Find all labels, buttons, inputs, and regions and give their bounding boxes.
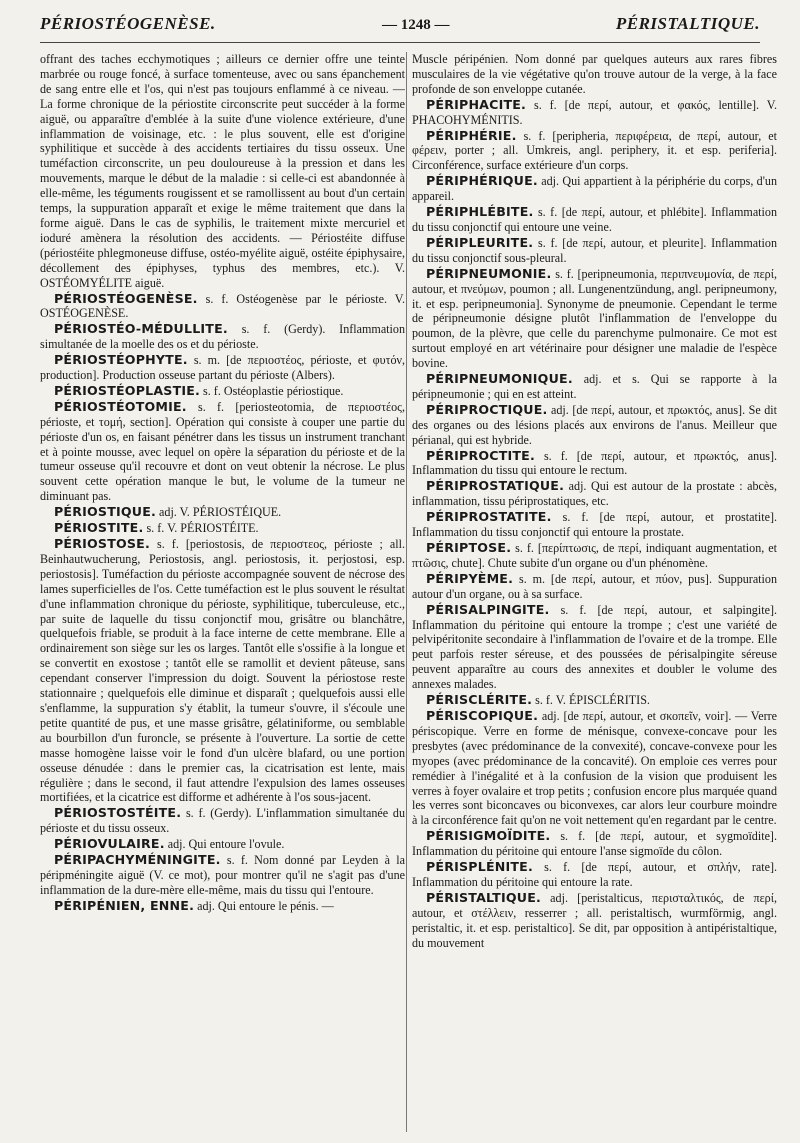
dictionary-entry <box>40 505 405 520</box>
entry-definition: s. f. [periosteotomia, de περιοστέος, périoste, et τομή, section]. Opération qui consiste à couper une partie du périoste d'un os, en faisant pénétrer dans les tissus un instrument tranchant et à pointe mousse, avec lequel on opère la séparation du périoste et de la tumeur osseuse qu'il recouvre et dont on veut obtenir la nécrose. Le plus souvent cette opération manque le but, le volume de la tumeur ne diminuant pas. <box>40 399 405 504</box>
entry-definition: adj. [de περί, autour, et σκοπεῖν, voir]. — Verre périscopique. Verre en forme de ménisque, convexe-concave pour les presbytes (avec prédominance de la convexité), concave-convexe pour les myopes (avec prédominance de la concavité). On emploie ces verres pour remédier à l'inégalité et à la confusion de la vision que produisent les verres à foyer ovalaire et trop petits ; confusion encore plus marquée quand les verres sont biconcaves ou biconvexes, car alors leur courbure moindre à la circonférence fait qu'on ne voit nettement qu'en regardant par le centre. <box>412 708 777 828</box>
dictionary-entry <box>412 572 777 602</box>
dictionary-entry <box>412 236 777 266</box>
entry-definition: s. f. Ostéoplastie périostique. <box>200 383 344 398</box>
dictionary-entry <box>412 479 777 509</box>
entry-headword: PÉRIPHLÉBITE. <box>426 204 534 220</box>
entry-headword: PÉRIOSTÉOPHYTE. <box>54 352 188 368</box>
entry-definition: adj. V. PÉRIOSTÉIQUE. <box>156 505 282 520</box>
entry-definition: adj. Qui est autour de la prostate : abcès, inflammation, tissu périprostatiques, etc. <box>412 479 777 509</box>
dictionary-entry <box>412 510 777 540</box>
entry-headword: PÉRIPHÉRIE. <box>426 127 517 143</box>
entry-headword: PÉRIPROSTATIQUE. <box>426 478 565 494</box>
entry-definition: adj. [peristalticus, περισταλτικός, de περί, autour, et στέλλειν, resserrer ; all. peristaltisch, wurmförmig, angl. peristaltic, it. et esp. peristaltico]. Se dit, par opposition à antipéristaltique, du mouvement <box>412 890 777 950</box>
entry-headword: PÉRIOSTITE. <box>54 520 144 536</box>
entry-definition: s. f. [peripheria, περιφέρεια, de περί, autour, et φέρειν, porter ; all. Umkreis, angl. periphery, it. et esp. periferia]. Circonférence, surface extérieure d'un corps. <box>412 128 777 173</box>
dictionary-entry <box>40 853 405 898</box>
entry-headword: PÉRIPNEUMONIE. <box>426 265 552 281</box>
entry-headword: PÉRIOSTÉOPLASTIE. <box>54 382 201 398</box>
page-header <box>40 14 760 43</box>
entry-headword: PÉRISPLÉNITE. <box>426 859 533 875</box>
dictionary-entry <box>412 603 777 692</box>
dictionary-entry <box>412 372 777 402</box>
running-head-right: PÉRISTALTIQUE. <box>615 14 760 33</box>
entry-definition: s. m. [de περί, autour, et πύον, pus]. Suppuration autour d'un organe, ou à sa surface. <box>412 571 777 601</box>
dictionary-entry <box>412 693 777 708</box>
dictionary-entry <box>40 400 405 504</box>
entry-headword: PÉRIPHÉRIQUE. <box>426 173 538 189</box>
entry-headword: PÉRIOSTÉO-MÉDULLITE. <box>54 321 228 337</box>
entry-definition: s. f. Ostéogenèse par le périoste. V. OSTÉOGENÈSE. <box>40 291 405 321</box>
left-column <box>40 52 405 1134</box>
dictionary-entry <box>412 205 777 235</box>
entry-definition: adj. Qui entoure l'ovule. <box>164 837 285 852</box>
entry-definition: s. f. [de περί, autour, et prostatite]. Inflammation du tissu conjonctif qui entoure la prostate. <box>412 510 777 540</box>
dictionary-entry <box>412 403 777 448</box>
entry-definition: adj. Qui appartient à la périphérie du corps, d'un appareil. <box>412 174 777 204</box>
entry-definition: s. f. [de περί, autour, et sygmoïdite]. Inflammation du péritoine qui entoure l'anse sigmoïde du côlon. <box>412 829 777 859</box>
dictionary-entry <box>40 521 405 536</box>
entry-headword: PÉRISCLÉRITE. <box>426 692 533 708</box>
dictionary-entry <box>412 709 777 828</box>
entry-headword: PÉRIPLEURITE. <box>426 234 534 250</box>
dictionary-entry <box>40 353 405 383</box>
dictionary-entry <box>40 899 405 914</box>
entry-definition: s. f. [de περί, autour, et pleurite]. Inflammation du tissu conjonctif sous-pleural. <box>412 235 777 265</box>
entry-headword: PÉRIPACHYMÉNINGITE. <box>54 852 221 868</box>
entry-definition: s. f. [περίπτωσις, de περί, indiquant augmentation, et πτῶσις, chute]. Chute subite d'un organe ou d'un phénomène. <box>412 541 777 570</box>
dictionary-entry <box>40 52 405 291</box>
entry-definition: adj. [de περί, autour, et πρωκτός, anus]. Se dit des organes ou des lésions placés aux environs de l'anus. Meilleur que périanal, qui est hybride. <box>412 402 777 447</box>
dictionary-entry <box>40 384 405 399</box>
page-number: — 1248 — <box>382 17 450 33</box>
entry-headword: PÉRIOSTOSE. <box>54 536 150 551</box>
entry-headword: PÉRIPÉNIEN, ENNE. <box>54 897 195 913</box>
entry-headword: PÉRIPTOSE. <box>426 540 512 555</box>
entry-definition: s. f. V. ÉPISCLÉRITIS. <box>532 693 650 708</box>
entry-definition: adj. Qui entoure le pénis. — <box>194 898 334 913</box>
entry-headword: PÉRISIGMOÏDITE. <box>426 828 551 844</box>
right-column <box>412 52 777 1134</box>
column-divider <box>406 52 407 1132</box>
dictionary-entry <box>412 860 777 890</box>
entry-definition: s. m. [de περιοστέος, périoste, et φυτόν, production]. Production osseuse partant du périoste (Albers). <box>40 353 405 383</box>
entry-definition: s. f. Nom donné par Leyden à la péripméningite aiguë (V. ce mot), pour montrer qu'il ne s'agit pas d'une inflammation de la dure-mère elle-même, mais du tissu qui l'entoure. <box>40 853 405 897</box>
entry-headword: PÉRIOSTOSTÉITE. <box>54 805 182 821</box>
entry-definition: s. f. (Gerdy). Inflammation simultanée de la moelle des os et du périoste. <box>40 322 405 352</box>
entry-definition: adj. et s. Qui se rapporte à la péripneumonie ; qui en est atteint. <box>412 372 777 401</box>
entry-definition: s. f. [de περί, autour, et φακός, lentille]. V. PHACOHYMÉNITIS. <box>412 97 777 127</box>
dictionary-entry <box>412 267 777 371</box>
dictionary-entry <box>412 52 777 97</box>
entry-definition: offrant des taches ecchymotiques ; ailleurs ce dernier offre une teinte marbrée ou rouge foncé, à surface tomenteuse, avec ou sans épanchement de sang entre elle et l'os, qui n'est pas toujours enflammé à ce niveau. — La forme chronique de la périostite circonscrite peut succéder à la forme aiguë, ou apparaître d'emblée à la suite d'une violence extérieure, d'une inflammation de voisinage, etc. : le plus souvent, elle est d'origine syphilitique et succède à des accidents tertiaires du tissu osseux. Une tuméfaction circonscrite, un peu douloureuse à la pression et dans les mouvements, marque le début de la maladie : si celle-ci est abandonnée à elle-même, les téguments rougissent et se ramollissent au bout d'un certain temps, la suppuration apparaît et exige le même traitement que dans la forme aiguë. Dans le cas de syphilis, le traitement mixte mercuriel et ioduré amènera la résolution des accidents. — Périostéite diffuse (périostéite phlegmoneuse diffuse, ostéo-myélite aiguë, ostéite épiphysaire, décollement des épiphyses, typhus des membres, etc.). V. OSTÉOMYÉLITE aiguë. <box>40 52 405 290</box>
entry-definition: s. f. [de περί, autour, et salpingite]. Inflammation du péritoine qui entoure la trompe ; c'est une variété de pelvipéritonite secondaire à l'inflammation de l'ovaire et de la trompe. Elle peut parfois rester séreuse, et des poussées de périsalpingite séreuse peuvent apparaître au cours des annexites et doubler le volume des annexes malades. <box>412 602 777 692</box>
entry-definition: s. f. V. PÉRIOSTÉITE. <box>143 521 259 536</box>
entry-definition: s. f. [de περί, autour, et πρωκτός, anus]. Inflammation du tissu qui entoure le rectum. <box>412 448 777 478</box>
entry-definition: s. f. [periostosis, de περιοστεος, périoste ; all. Beinhautwucherung, Periostosis, angl. periostosis, it. perjostosi, esp. periostosis]. Tuméfaction du périoste accompagnée souvent de nécrose des lames superficielles de l'os. Cette tuméfaction est le plus souvent le résultat d'une inflammation chronique du périoste, syphilitique, tuberculeuse, etc., par suite de laquelle du tissu conjonctif mou, grisâtre ou blanchâtre, quelquefois friable, se produit à la face interne de cette membrane. Elle a ordinairement son siège sur les os larges. Tantôt elle s'ossifie à la longue et se convertit en exostose ; tantôt elle se ramollit et devient pâteuse, sans cependant conserver l'impression du doigt. Souvent la périostose reste stationnaire ; quelquefois elle diminue et disparaît ; quelquefois aussi elle s'enflamme, la suppuration s'y établit, la tumeur s'ouvre, il s'écoule une petite quantité de pus, et une masse grisâtre, gélatiniforme, ou semblable au bourbillon d'un furoncle, se présente à l'ouverture. La sortie de cette masse homogène laisse voir le fond d'un ulcère blafard, ou une portion osseuse dénudée : dans le premier cas, la cicatrisation est lente, mais régulière ; dans le second, il faut attendre l'expulsion des lames osseuses mortifiées, et la cicatrice est difforme et adhérente à l'os sous-jacent. <box>40 537 405 805</box>
dictionary-entry <box>40 322 405 352</box>
entry-headword: PÉRIOSTÉOGENÈSE. <box>54 290 198 306</box>
entry-definition: s. f. [de περί, autour, et phlébite]. Inflammation du tissu conjonctif qui entoure une veine. <box>412 205 777 234</box>
entry-definition: s. f. [peripneumonia, περιπνευμονία, de περί, autour, et πνεύμων, poumon ; all. Lungenentzündung, angl. peripneumony, it. et esp. peripneumonia]. Synonyme de pneumonie. Cependant le terme de péripneumonie désigne plutôt l'inflammation de l'enveloppe du poumon, de la plèvre, que celle du parenchyme pulmonaire. Ce mot est surtout employé en art vétérinaire pour désigner une maladie de l'espèce bovine. <box>412 266 777 371</box>
entry-headword: PÉRIOSTÉOTOMIE. <box>54 398 187 414</box>
entry-headword: PÉRISTALTIQUE. <box>426 889 541 905</box>
dictionary-entry <box>412 129 777 174</box>
dictionary-entry <box>412 174 777 204</box>
entry-headword: PÉRIOSTIQUE. <box>54 504 156 520</box>
entry-definition: Muscle péripénien. Nom donné par quelques auteurs aux rares fibres musculaires de la vie végétative qu'on trouve autour de la verge, à la face profonde de son enveloppe cutanée. <box>412 52 777 96</box>
entry-headword: PÉRISALPINGITE. <box>426 601 550 617</box>
dictionary-entry <box>412 449 777 479</box>
entry-headword: PÉRIOVULAIRE. <box>54 836 165 852</box>
entry-definition: s. f. (Gerdy). L'inflammation simultanée du périoste et du tissu osseux. <box>40 806 405 836</box>
entry-headword: PÉRIPNEUMONIQUE. <box>426 371 573 387</box>
dictionary-entry <box>40 806 405 836</box>
entry-headword: PÉRIPHACITE. <box>426 96 527 112</box>
entry-headword: PÉRIPROSTATITE. <box>426 509 552 525</box>
dictionary-entry <box>40 537 405 805</box>
dictionary-entry <box>412 829 777 859</box>
dictionary-entry <box>412 541 777 571</box>
entry-headword: PÉRIPROCTITE. <box>426 447 535 463</box>
dictionary-entry <box>40 837 405 852</box>
running-head-left: PÉRIOSTÉOGENÈSE. <box>40 14 216 33</box>
entry-headword: PÉRIPYÈME. <box>426 570 514 586</box>
entry-headword: PÉRISCOPIQUE. <box>426 707 539 723</box>
entry-headword: PÉRIPROCTIQUE. <box>426 401 548 417</box>
dictionary-entry <box>40 292 405 322</box>
dictionary-entry <box>412 98 777 128</box>
dictionary-entry <box>412 891 777 951</box>
entry-definition: s. f. [de περί, autour, et σπλήν, rate]. Inflammation du péritoine qui entoure la rate. <box>412 860 777 889</box>
